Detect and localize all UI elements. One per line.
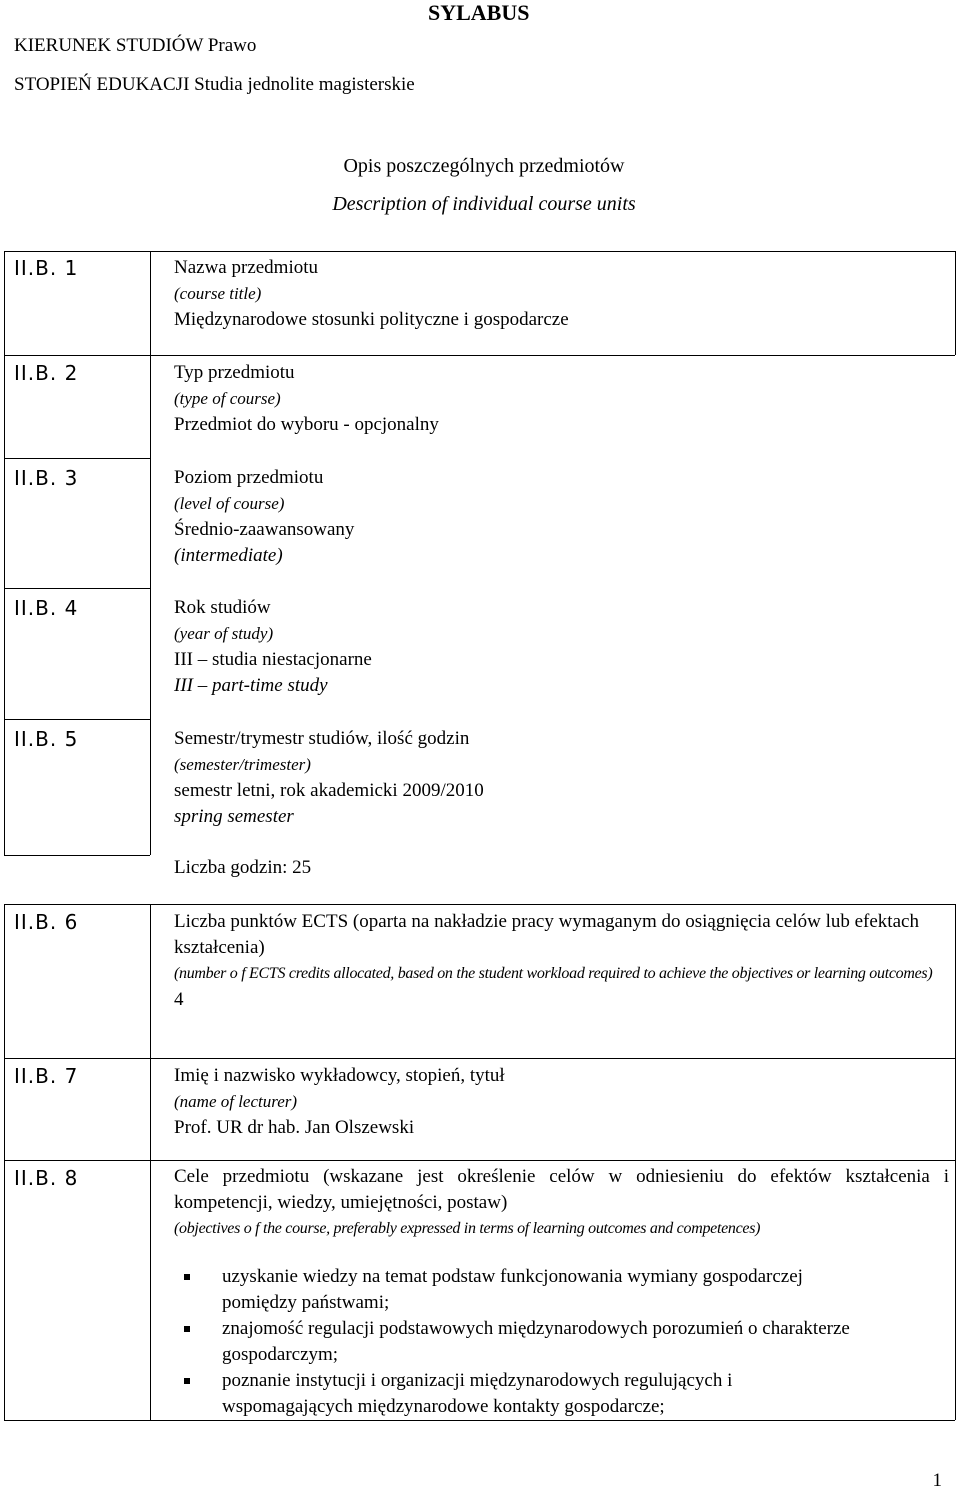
field-label-en: (objectives o f the course, preferably expressed in terms of learning outcomes and competences) <box>174 1220 761 1237</box>
section-year-of-study <box>174 595 949 699</box>
field-value: Międzynarodowe stosunki polityczne i gospodarcze <box>174 309 569 330</box>
section-code: II.B. 1 <box>14 256 79 280</box>
field-label-en: (level of course) <box>174 494 285 513</box>
field-of-study: KIERUNEK STUDIÓW Prawo <box>14 35 257 56</box>
bullet-icon <box>184 1326 190 1332</box>
description-heading-en: Description of individual course units <box>332 193 636 215</box>
field-label-en: (semester/trimester) <box>174 755 311 774</box>
section-code: II.B. 8 <box>14 1166 79 1190</box>
field-value: Przedmiot do wyboru - opcjonalny <box>174 414 439 435</box>
field-value-en: (intermediate) <box>174 545 283 566</box>
section-objectives <box>174 1164 949 1420</box>
page-number: 1 <box>932 1470 942 1491</box>
section-lecturer <box>174 1063 949 1141</box>
field-value: 4 <box>174 989 184 1010</box>
page-title: SYLABUS <box>428 0 530 25</box>
bullet-icon <box>184 1274 190 1280</box>
section-code: II.B. 7 <box>14 1064 79 1088</box>
field-value: semestr letni, rok akademicki 2009/2010 <box>174 780 484 801</box>
section-course-title <box>174 255 949 333</box>
field-value-en: spring semester <box>174 806 294 827</box>
bullet-icon <box>184 1378 190 1384</box>
field-label-en: (type of course) <box>174 389 281 408</box>
list-item: uzyskanie wiedzy na temat podstaw funkcjonowania wymiany gospodarczej pomiędzy państwami; <box>174 1264 854 1316</box>
field-label-en: (number o f ECTS credits allocated, based on the student workload required to achieve the objectives or learning outcomes) <box>174 965 933 982</box>
field-label: Rok studiów <box>174 597 271 618</box>
section-code: II.B. 4 <box>14 596 79 620</box>
field-label: Cele przedmiotu (wskazane jest określenie celów w odniesieniu do efektów kształcenia i kompetencji, wiedzy, umiejętności, postaw) <box>174 1166 949 1213</box>
field-label: Liczba punktów ECTS (oparta na nakładzie pracy wymaganym do osiągnięcia celów lub efektach kształcenia) <box>174 911 919 958</box>
field-label: Nazwa przedmiotu <box>174 257 319 278</box>
field-label: Poziom przedmiotu <box>174 467 324 488</box>
section-code: II.B. 6 <box>14 910 79 934</box>
section-ects <box>174 909 949 1013</box>
field-label-en: (name of lecturer) <box>174 1092 298 1111</box>
section-code: II.B. 5 <box>14 727 79 751</box>
field-value: Prof. UR dr hab. Jan Olszewski <box>174 1117 415 1138</box>
field-label-en: (course title) <box>174 284 262 303</box>
field-value: Średnio-zaawansowany <box>174 519 355 540</box>
field-label: Imię i nazwisko wykładowcy, stopień, tytuł <box>174 1065 505 1086</box>
section-course-level <box>174 465 949 569</box>
description-heading-pl: Opis poszczególnych przedmiotów <box>343 155 625 177</box>
list-item: poznanie instytucji i organizacji międzynarodowych regulujących i wspomagających międzynarodowe kontakty gospodarcze; <box>174 1368 854 1420</box>
section-course-type <box>174 360 949 438</box>
section-semester <box>174 726 949 881</box>
field-value: III – studia niestacjonarne <box>174 649 372 670</box>
field-label: Typ przedmiotu <box>174 362 295 383</box>
field-label-en: (year of study) <box>174 624 274 643</box>
field-label: Semestr/trymestr studiów, ilość godzin <box>174 728 470 749</box>
section-code: II.B. 3 <box>14 466 79 490</box>
objectives-list <box>174 1264 854 1420</box>
field-value-en: III – part-time study <box>174 675 328 696</box>
list-item: znajomość regulacji podstawowych międzynarodowych porozumień o charakterze gospodarczym; <box>174 1316 854 1368</box>
hours-count: Liczba godzin: 25 <box>174 857 312 878</box>
education-level: STOPIEŃ EDUKACJI Studia jednolite magisterskie <box>14 74 415 95</box>
section-code: II.B. 2 <box>14 361 79 385</box>
